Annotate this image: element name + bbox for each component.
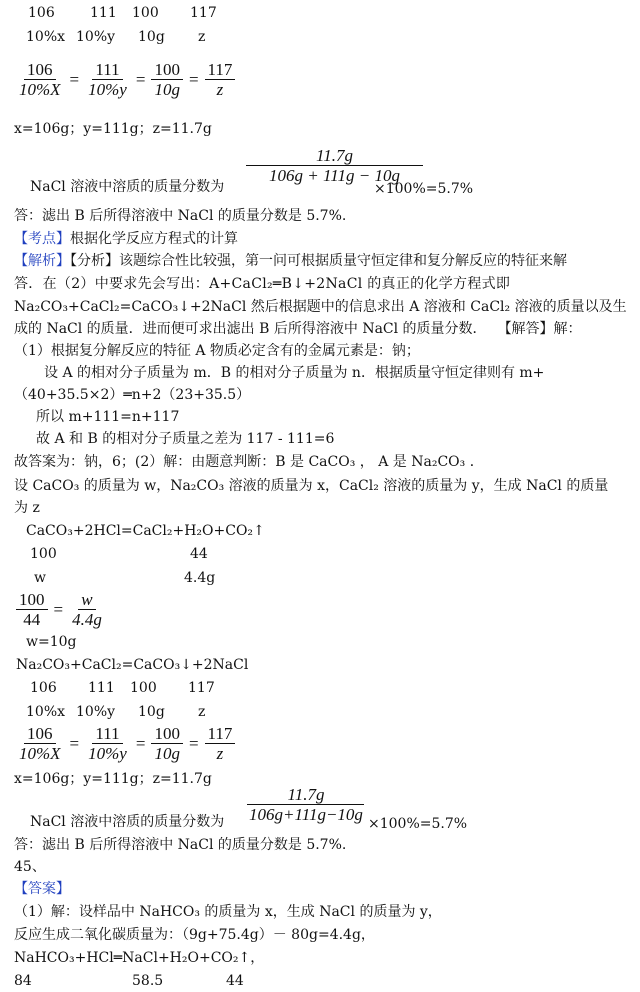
frac-den: 44 (23, 610, 41, 629)
kaodian-line (14, 230, 238, 248)
eq2-var-z: z (198, 704, 206, 720)
jieda-tag: 【解答】解： (504, 321, 582, 337)
fenxi-tag: 【分析】 (70, 253, 119, 269)
coef-106: 106 (28, 5, 55, 21)
frac-den: 10g (154, 744, 180, 763)
eq2-var-10x: 10%x (26, 704, 66, 720)
frac-num: w (78, 590, 95, 610)
frac-den: z (216, 80, 224, 99)
nacl-fraction-tail-2: ×100%=5.7% (368, 816, 468, 832)
jiexi-line9: 故 A 和 B 的相对分子质量之差为 117 - 111=6 (36, 431, 335, 447)
jiexi-line12: 为 z (14, 500, 40, 516)
proportion-equation-2: $\frac{106}{10\%X}$ = $\frac{111}{10\%y}$ = $\frac{100}{10g}$ = $\frac{117}{z}$ (14, 724, 237, 763)
frac-den: 106g+111g−10g (249, 805, 363, 824)
eq2-coef-111: 111 (88, 680, 115, 696)
jiexi-tag: 【解析】 (14, 253, 70, 269)
jiexi-line1 (14, 252, 567, 270)
q45-coef-84: 84 (14, 973, 32, 989)
jiexi-line4-text: 成的 NaCl 的质量．进而便可求出滤出 B 后所得溶液中 NaCl 的质量分数． (14, 321, 487, 337)
jiexi-line7: （40+35.5×2）═n+2（23+35.5） (14, 387, 251, 403)
kaodian-tag: 【考点】 (14, 231, 70, 247)
result-line: x=106g；y=111g；z=11.7g (14, 121, 212, 137)
frac-den: 4.4g (72, 610, 102, 629)
frac-num: 100 (16, 590, 48, 610)
frac-den: 10%X (19, 744, 61, 763)
eq1-var-w: w (34, 570, 46, 586)
frac-den: 10%y (88, 80, 127, 99)
frac-num: 100 (151, 724, 183, 744)
result-line-2: x=106g；y=111g；z=11.7g (14, 771, 212, 787)
eq2-coef-117: 117 (188, 680, 215, 696)
jiexi-line11: 设 CaCO₃ 的质量为 w，Na₂CO₃ 溶液的质量为 x，CaCl₂ 溶液的质量为 y，生成 NaCl 的质量 (14, 478, 609, 494)
frac-den: 106g + 111g − 10g (269, 166, 400, 185)
equation-na2co3: Na₂CO₃+CaCl₂=CaCO₃↓+2NaCl (16, 657, 249, 673)
frac-den: 10%y (88, 744, 127, 763)
frac-den: z (216, 744, 224, 763)
jiexi-line5: （1）根据复分解反应的特征 A 物质必定含有的金属元素是：钠； (14, 343, 420, 359)
eq2-var-10y: 10%y (76, 704, 116, 720)
q45-coef-585: 58.5 (132, 973, 164, 989)
frac-den: 10g (154, 80, 180, 99)
eq1-coef-100: 100 (30, 546, 57, 562)
coef-100: 100 (132, 5, 159, 21)
frac-num: 106 (24, 60, 56, 80)
jiexi-line8: 所以 m+111=n+117 (36, 409, 180, 425)
jiexi-text: 该题综合性比较强，第一问可根据质量守恒定律和复分解反应的特征来解 (119, 253, 567, 269)
proportion-w: $\frac{100}{44}$ = $\frac{w}{4.4g}$ (14, 590, 107, 629)
eq1-coef-44: 44 (190, 546, 208, 562)
proportion-equation: $\frac{106}{10\%X}$ = $\frac{111}{10\%y}$ = $\frac{100}{10g}$ = $\frac{117}{z}$ (14, 60, 237, 99)
frac-den: 10%X (19, 80, 61, 99)
answer-line: 答：滤出 B 后所得溶液中 NaCl 的质量分数是 5.7%. (14, 208, 347, 224)
frac-num: 111 (92, 724, 122, 744)
frac-num: 11.7g (247, 785, 364, 805)
var-10y: 10%y (76, 29, 116, 45)
coef-117: 117 (190, 5, 217, 21)
nacl-fraction-label-2: NaCl 溶液中溶质的质量分数为 (30, 814, 225, 830)
eq1-var-44g: 4.4g (184, 570, 216, 586)
nacl-fraction-label: NaCl 溶液中溶质的质量分数为 (30, 179, 225, 195)
frac-num: 117 (205, 724, 236, 744)
answer-tag: 【答案】 (14, 881, 70, 897)
jiexi-line6: 设 A 的相对分子质量为 m．B 的相对分子质量为 n．根据质量守恒定律则有 m+ (44, 365, 545, 381)
answer-line-2: 答：滤出 B 后所得溶液中 NaCl 的质量分数是 5.7%. (14, 837, 347, 853)
w-result: w=10g (26, 634, 77, 650)
frac-num: 111 (92, 60, 122, 80)
kaodian-text: 根据化学反应方程式的计算 (70, 231, 238, 247)
equation-caco3: CaCO₃+2HCl=CaCl₂+H₂O+CO₂↑ (26, 523, 265, 539)
eq2-coef-106: 106 (30, 680, 57, 696)
frac-num: 11.7g (246, 146, 423, 166)
jiexi-line3: Na₂CO₃+CaCl₂=CaCO₃↓+2NaCl 然后根据题中的信息求出 A 溶液和 CaCl₂ 溶液的质量以及生 (14, 299, 627, 315)
nacl-fraction-2 (244, 785, 368, 824)
coef-111: 111 (90, 5, 117, 21)
var-z: z (198, 29, 206, 45)
eq2-coef-100: 100 (130, 680, 157, 696)
eq2-var-10g: 10g (138, 704, 165, 720)
nacl-fraction-tail: ×100%=5.7% (374, 181, 474, 197)
frac-num: 106 (24, 724, 56, 744)
q45-coef-44: 44 (226, 973, 244, 989)
frac-num: 117 (205, 60, 236, 80)
jiexi-line10: 故答案为：钠，6；(2）解：由题意判断：B 是 CaCO₃ ， A 是 Na₂CO₃ ． (14, 454, 484, 470)
frac-num: 100 (151, 60, 183, 80)
jiexi-line4 (14, 320, 582, 338)
jiexi-line2: 答．在（2）中要求先会写出：A+CaCl₂═B↓+2NaCl 的真正的化学方程式即 (14, 276, 511, 292)
q45-equation: NaHCO₃+HCl═NaCl+H₂O+CO₂↑， (14, 950, 265, 966)
var-10x: 10%x (26, 29, 66, 45)
var-10g: 10g (138, 29, 165, 45)
question-number: 45、 (14, 859, 46, 875)
q45-line1: （1）解：设样品中 NaHCO₃ 的质量为 x，生成 NaCl 的质量为 y， (14, 904, 442, 920)
q45-line2: 反应生成二氧化碳质量为：（9g+75.4g）－ 80g=4.4g， (14, 927, 375, 943)
